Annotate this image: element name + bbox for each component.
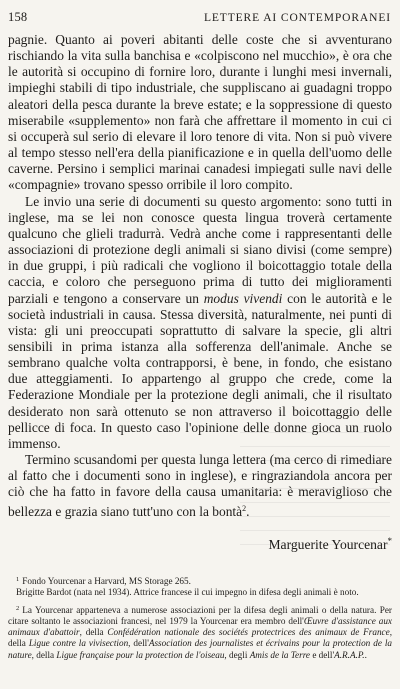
footnote-2-g: e dell': [310, 649, 335, 660]
footnote-2-i5: Ligue française pour la protection de l'oiseau: [56, 649, 225, 660]
footnote-1-line-1: Fondo Yourcenar a Harvard, MS Storage 265.: [22, 576, 191, 586]
footnote-1-number: 1: [16, 576, 20, 583]
paragraph-3: [8, 452, 392, 520]
footnote-2-i3: Ligue contre la vivisection: [28, 638, 129, 649]
footnote-2-c: , della: [8, 627, 392, 649]
paragraph-2-part-1: Le invio una serie di documenti su questo argomento: sono tutti in inglese, ma se lei non conosce questa lingua troverà certamente qualcuno che glieli tradurrà. Vedrà anche come i rappresentanti delle associazioni di protezione degli animali si siano divisi (come sempre) in due gruppi, i più radicali che vogliono il boicottaggio totale della caccia, e coloro che perseguono prima di tutto dei miglioramenti parziali e tengono a conservare un: [8, 193, 392, 306]
footnote-2-i4: Association des journalistes et écrivains pour la protection de la nature: [8, 638, 392, 660]
footnote-ref-2: 2: [242, 503, 247, 513]
footnote-2-e: , della: [31, 649, 57, 660]
footnote-2-d: , dell': [128, 638, 149, 649]
footnote-2-a: La Yourcenar apparteneva a numerose associazioni per la difesa degli animali o della natura. Per citare soltanto le associazioni francesi, nel 1979 la Yourcenar era membro dell': [8, 604, 392, 626]
footnote-2-i7: A.R.A.P.: [334, 649, 365, 660]
footnote-2-i6: Amis de la Terre: [249, 649, 311, 660]
running-head: [8, 10, 391, 28]
paragraph-3-end: .: [246, 503, 250, 519]
footnote-2-number: 2: [16, 604, 20, 612]
paragraph-1: pagnie. Quanto ai poveri abitanti delle coste che si avventurano rischiando la vita sulla banchisa e «colpiscono nel mucchio», è ora che le autorità si occupino di fornire loro, durante i lunghi mesi invernali, impieghi stabili di tipo industriale, che suppliscano ai guadagni troppo aleatori della pesca durante la breve estate; e la soppressione di questo miserabile «supplemento» non farà che affrettare il momento in cui ci si occuperà sul serio di elevare il loro tenore di vita. Non si può vivere al tempo stesso nell'era della pianificazione e in quella dell'uomo delle caverne. Persino i semplici marinai canadesi impiegati sulle navi delle «compagnie» trovano spesso orribile il loro compito.: [8, 32, 392, 193]
signature-mark: *: [387, 536, 392, 546]
signature-name: Marguerite Yourcenar: [268, 537, 388, 552]
footnote-1-line-2: Brigitte Bardot (nata nel 1934). Attrice francese il cui impegno in difesa degli animali è noto.: [16, 587, 359, 598]
paragraph-2-italic: modus vivendi: [203, 290, 283, 306]
footnote-2-i1: Œuvre d'assistance aux animaux d'abattoir: [8, 615, 392, 638]
paragraph-3-text: Termino scusandomi per questa lunga lettera (ma cerco di rimediare al fatto che i documenti sono in inglese), e ringraziandola ancora per ciò che ha fatto in favore della causa umanitaria: è meraviglioso che bellezza e grazia siano tutt'uno con la bontà: [8, 452, 392, 519]
footnote-2-b: , della: [79, 627, 108, 638]
footnote-1: [8, 574, 392, 599]
letter-body: [8, 32, 392, 520]
footnote-2-h: .: [364, 649, 367, 660]
signature: [268, 536, 392, 553]
footnote-2: [8, 603, 392, 661]
footnotes: [8, 574, 392, 665]
paragraph-2: [8, 194, 392, 453]
paragraph-2-part-2: con le autorità e le società industriali in causa. Stessa diversità, naturalmente, nei punti di vista: gli uni preoccupati soprattutto di salvare la specie, gli altri sensibili in prima istanza alla sofferenza dell'animale. Anche se sembrano qualche volta contrapporsi, è bene, in fondo, che esistano due atteggiamenti. Io appartengo al gruppo che crede, come la Federazione Mondiale per la protezione degli animali, che il risultato desiderato non sarà ottenuto se non attraverso il boicottaggio delle pellicce di foca. In questo caso l'opinione delle donne gioca un ruolo immenso.: [8, 290, 392, 451]
running-title: LETTERE AI CONTEMPORANEI: [203, 12, 391, 24]
footnote-2-i2: Confédération nationale des sociétés protectrices des animaux de France: [107, 627, 390, 638]
page-number: 158: [8, 10, 28, 24]
footnote-2-f: , degli: [224, 649, 250, 660]
